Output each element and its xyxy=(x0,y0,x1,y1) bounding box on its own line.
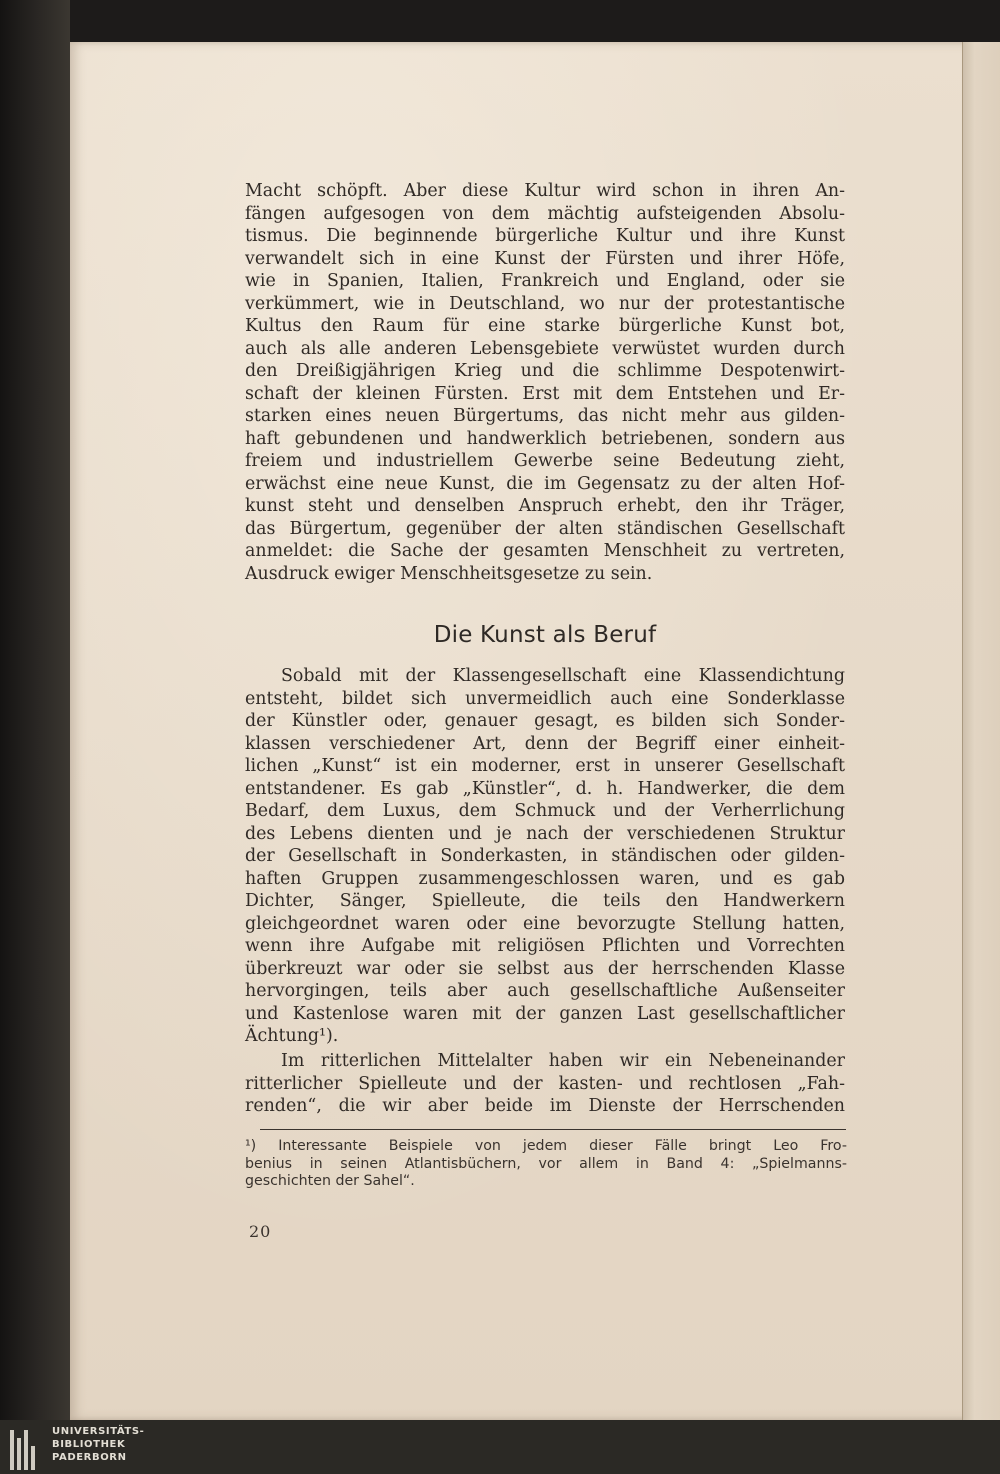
scan-footer-bar xyxy=(0,1420,1000,1474)
text-line: und Kastenlose waren mit der ganzen Last gesellschaftlicher xyxy=(245,1003,845,1024)
section-heading: Die Kunst als Beruf xyxy=(433,622,657,648)
text-line: der Künstler oder, genauer gesagt, es bilden sich Sonder- xyxy=(245,711,845,731)
text-line: Dichter, Sänger, Spielleute, die teils den Handwerkern xyxy=(245,891,845,911)
text-line: schaft der kleinen Fürsten. Erst mit dem Entstehen und Er- xyxy=(245,383,845,404)
text-line: auch als alle anderen Lebensgebiete verwüstet wurden durch xyxy=(245,338,845,359)
text-line: wie in Spanien, Italien, Frankreich und England, oder sie xyxy=(245,271,845,291)
text-line: entstandener. Es gab „Künstler“, d. h. Handwerker, die dem xyxy=(245,778,845,799)
text-line: Sobald mit der Klassengesellschaft eine Klassendichtung xyxy=(281,666,845,686)
text-line: Bedarf, dem Luxus, dem Schmuck und der Verherrlichung xyxy=(245,801,845,821)
footnote xyxy=(245,1138,847,1191)
text-line: lichen „Kunst“ ist ein moderner, erst in unserer Gesellschaft xyxy=(245,756,845,776)
text-line: der Gesellschaft in Sonderkasten, in ständischen oder gilden- xyxy=(245,846,845,866)
page-number: 20 xyxy=(249,1222,272,1241)
text-line: hervorgingen, teils aber auch gesellschaftliche Außenseiter xyxy=(245,981,845,1001)
text-line: freiem und industriellem Gewerbe seine Bedeutung zieht, xyxy=(245,451,845,471)
text-line: verkümmert, wie in Deutschland, wo nur der protestantische xyxy=(245,293,845,314)
text-line: erwächst eine neue Kunst, die im Gegensatz zu der alten Hof- xyxy=(245,473,845,494)
text-line: Kultus den Raum für eine starke bürgerliche Kunst bot, xyxy=(245,316,845,336)
text-line: anmeldet: die Sache der gesamten Menschheit zu vertreten, xyxy=(245,541,845,561)
text-line: Macht schöpft. Aber diese Kultur wird schon in ihren An- xyxy=(245,181,845,201)
next-page-edge xyxy=(962,42,1000,1420)
text-line: entsteht, bildet sich unvermeidlich auch eine Sonderklasse xyxy=(245,688,845,709)
text-line: verwandelt sich in eine Kunst der Fürsten und ihrer Höfe, xyxy=(245,248,845,269)
footnote-line: ¹) Interessante Beispiele von jedem dieser Fälle bringt Leo Fro- xyxy=(245,1138,847,1154)
text-line: haften Gruppen zusammengeschlossen waren, und es gab xyxy=(245,868,845,889)
paragraph-2 xyxy=(245,665,845,1048)
text-line: Ausdruck ewiger Menschheitsgesetze zu sein. xyxy=(245,563,653,584)
library-logo-text xyxy=(52,1425,144,1464)
text-line: den Dreißigjährigen Krieg und die schlimme Despotenwirt- xyxy=(245,361,845,381)
footnote-rule xyxy=(260,1129,846,1130)
text-line: Im ritterlichen Mittelalter haben wir ein Nebeneinander xyxy=(281,1051,845,1071)
library-logo-line: PADERBORN xyxy=(52,1452,127,1463)
text-line: klassen verschiedener Art, denn der Begriff einer einheit- xyxy=(245,733,845,754)
scan-background-left xyxy=(0,0,70,1420)
text-line: kunst steht und denselben Anspruch erhebt, den ihr Träger, xyxy=(245,496,845,516)
footnote-line: benius in seinen Atlantisbüchern, vor allem in Band 4: „Spielmanns- xyxy=(245,1155,847,1172)
text-line: starken eines neuen Bürgertums, das nicht mehr aus gilden- xyxy=(245,406,845,426)
text-line: ritterlicher Spielleute und der kasten- und rechtlosen „Fah- xyxy=(245,1073,845,1094)
text-line: fängen aufgesogen von dem mächtig aufsteigenden Absolu- xyxy=(245,203,845,224)
paragraph-3 xyxy=(245,1050,845,1118)
footnote-line: geschichten der Sahel“. xyxy=(245,1173,415,1189)
text-line: renden“, die wir aber beide im Dienste der Herrschenden xyxy=(245,1096,845,1116)
text-line: tismus. Die beginnende bürgerliche Kultur und ihre Kunst xyxy=(245,226,845,246)
text-line: wenn ihre Aufgabe mit religiösen Pflichten und Vorrechten xyxy=(245,936,845,956)
library-logo-line: BIBLIOTHEK xyxy=(52,1439,126,1450)
text-line: haft gebundenen und handwerklich betriebenen, sondern aus xyxy=(245,428,845,449)
text-line: gleichgeordnet waren oder eine bevorzugte Stellung hatten, xyxy=(245,913,845,934)
library-logo-icon xyxy=(10,1426,40,1470)
library-logo-line: UNIVERSITÄTS- xyxy=(52,1426,145,1437)
text-line: das Bürgertum, gegenüber der alten ständischen Gesellschaft xyxy=(245,518,845,539)
text-line: Ächtung¹). xyxy=(245,1026,339,1046)
text-line: des Lebens dienten und je nach der verschiedenen Struktur xyxy=(245,823,845,844)
text-line: überkreuzt war oder sie selbst aus der herrschenden Klasse xyxy=(245,958,845,979)
paragraph-1 xyxy=(245,180,845,585)
